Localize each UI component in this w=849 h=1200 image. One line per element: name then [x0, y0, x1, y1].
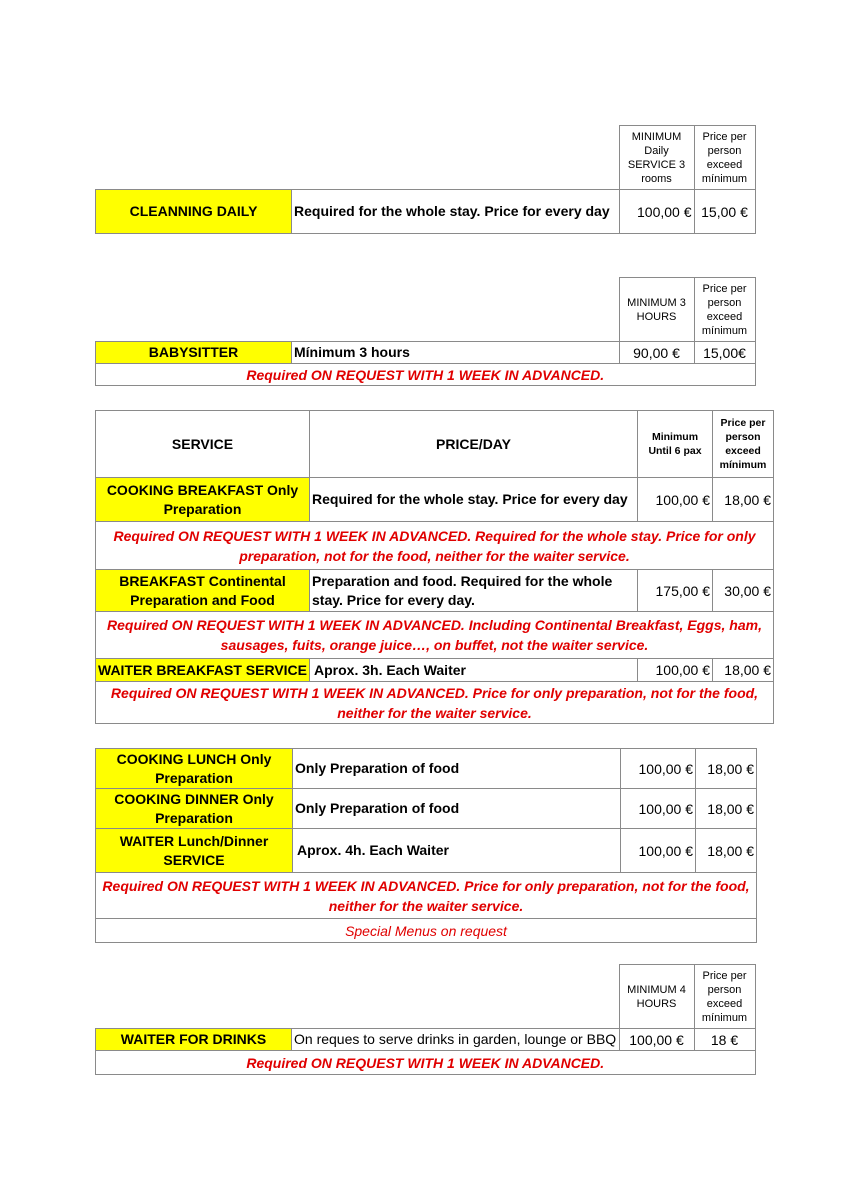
minimum-price: 100,00 € — [638, 659, 713, 682]
service-description: Only Preparation of food — [293, 749, 621, 789]
price-per-person: 18,00 € — [696, 829, 757, 873]
minimum-price: 100,00 € — [621, 789, 696, 829]
service-description: Aprox. 3h. Each Waiter — [310, 659, 638, 682]
header-price-day: PRICE/DAY — [310, 411, 638, 478]
service-name: WAITER FOR DRINKS — [96, 1029, 292, 1051]
price-per-person: 18,00 € — [713, 659, 774, 682]
header-price-per-person: Price per person exceed mínimum — [694, 126, 755, 190]
request-note: Required ON REQUEST WITH 1 WEEK IN ADVANCED. Required for the whole stay. Price for only preparation, not for the food, neither for the waiter service. — [96, 522, 774, 570]
service-description: Mínimum 3 hours — [292, 342, 620, 364]
service-name: COOKING DINNER Only Preparation — [96, 789, 293, 829]
price-per-person: 18,00 € — [713, 478, 774, 522]
service-name: CLEANNING DAILY — [96, 190, 292, 234]
cleaning-table — [95, 125, 756, 234]
header-minimum: MINIMUM 4 HOURS — [619, 965, 694, 1029]
service-description: Aprox. 4h. Each Waiter — [293, 829, 621, 873]
minimum-price: 175,00 € — [638, 570, 713, 612]
breakfast-table — [95, 410, 774, 724]
minimum-price: 100,00 € — [619, 1029, 694, 1051]
minimum-price: 100,00 € — [638, 478, 713, 522]
request-note: Required ON REQUEST WITH 1 WEEK IN ADVANCED. — [96, 1051, 756, 1075]
babysitter-table — [95, 277, 756, 386]
price-per-person: 18 € — [694, 1029, 755, 1051]
request-note: Required ON REQUEST WITH 1 WEEK IN ADVANCED. Price for only preparation, not for the food, neither for the waiter service. — [96, 682, 774, 724]
drinks-waiter-table — [95, 964, 756, 1075]
special-menus-note: Special Menus on request — [96, 919, 757, 943]
service-name: WAITER Lunch/Dinner SERVICE — [96, 829, 293, 873]
request-note: Required ON REQUEST WITH 1 WEEK IN ADVANCED. Including Continental Breakfast, Eggs, ham, sausages, fuits, orange juice…, on buffet, not the waiter service. — [96, 612, 774, 659]
service-description: Only Preparation of food — [293, 789, 621, 829]
header-price-per-person: Price per person exceed mínimum — [713, 411, 774, 478]
lunch-dinner-table — [95, 748, 757, 943]
header-service: SERVICE — [96, 411, 310, 478]
price-per-person: 15,00€ — [694, 342, 755, 364]
service-description: On reques to serve drinks in garden, lounge or BBQ — [292, 1029, 620, 1051]
service-name: WAITER BREAKFAST SERVICE — [96, 659, 310, 682]
service-name: BREAKFAST Continental Preparation and Food — [96, 570, 310, 612]
minimum-price: 100,00 € — [621, 829, 696, 873]
request-note: Required ON REQUEST WITH 1 WEEK IN ADVANCED. Price for only preparation, not for the food, neither for the waiter service. — [96, 873, 757, 919]
header-minimum: MINIMUM Daily SERVICE 3 rooms — [619, 126, 694, 190]
service-description: Required for the whole stay. Price for every day — [310, 478, 638, 522]
minimum-price: 100,00 € — [621, 749, 696, 789]
request-note: Required ON REQUEST WITH 1 WEEK IN ADVANCED. — [96, 364, 756, 386]
service-description: Required for the whole stay. Price for every day — [292, 190, 620, 234]
price-per-person: 15,00 € — [694, 190, 755, 234]
minimum-price: 100,00 € — [619, 190, 694, 234]
price-per-person: 18,00 € — [696, 749, 757, 789]
price-per-person: 18,00 € — [696, 789, 757, 829]
price-per-person: 30,00 € — [713, 570, 774, 612]
service-name: BABYSITTER — [96, 342, 292, 364]
service-description: Preparation and food. Required for the whole stay. Price for every day. — [310, 570, 638, 612]
minimum-price: 90,00 € — [619, 342, 694, 364]
header-minimum: Minimum Until 6 pax — [638, 411, 713, 478]
header-price-per-person: Price per person exceed mínimum — [694, 278, 755, 342]
header-minimum: MINIMUM 3 HOURS — [619, 278, 694, 342]
service-name: COOKING LUNCH Only Preparation — [96, 749, 293, 789]
service-name: COOKING BREAKFAST Only Preparation — [96, 478, 310, 522]
header-price-per-person: Price per person exceed mínimum — [694, 965, 755, 1029]
